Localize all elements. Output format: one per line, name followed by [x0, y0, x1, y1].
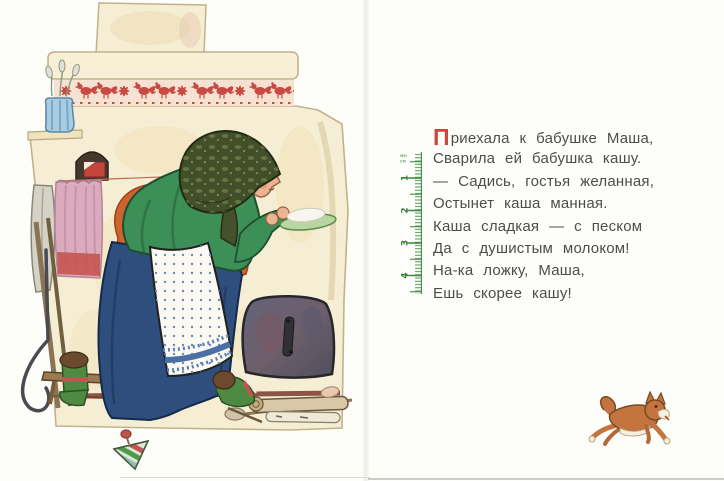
stove-niche — [76, 152, 108, 180]
drop-cap: П — [433, 124, 450, 150]
poem-line: На-ка ложку, Маша, — [433, 262, 585, 280]
running-kitten-illustration — [588, 390, 678, 450]
rooster-ornament-band — [54, 80, 350, 106]
page-bottom-edge — [368, 478, 724, 480]
poem-line: — Садись, гостья желанная, — [433, 172, 655, 190]
oven-door — [243, 296, 334, 377]
left-felt-boot — [60, 352, 88, 405]
page-gutter — [362, 0, 370, 481]
pink-curtain — [55, 180, 102, 278]
poem — [433, 126, 703, 305]
ruler-number: 4 — [400, 272, 411, 279]
poem-line — [433, 126, 703, 148]
hand — [266, 213, 278, 225]
poem-line: Каша сладкая — с песком — [433, 217, 643, 235]
poem-line-text: риехала к бабушке Маша, — [450, 130, 654, 147]
ruler-unit-label: см — [400, 159, 406, 165]
ruler-number: 1 — [400, 174, 411, 182]
poem-line: Ешь скорее кашу! — [433, 284, 572, 302]
poem-line: Остынет каша манная. — [433, 195, 608, 213]
poem-line: Да с душистым молоком! — [433, 239, 630, 257]
ruler-number: 3 — [400, 239, 411, 247]
ruler-unit-label: мм — [400, 154, 407, 159]
poem-line: Сварила ей бабушка кашу. — [433, 150, 642, 168]
kitten — [589, 392, 670, 444]
page-bottom-edge-left — [120, 477, 370, 478]
spinning-top — [112, 430, 150, 469]
measuring-ruler — [399, 148, 429, 298]
ruler-number: 2 — [400, 207, 411, 214]
